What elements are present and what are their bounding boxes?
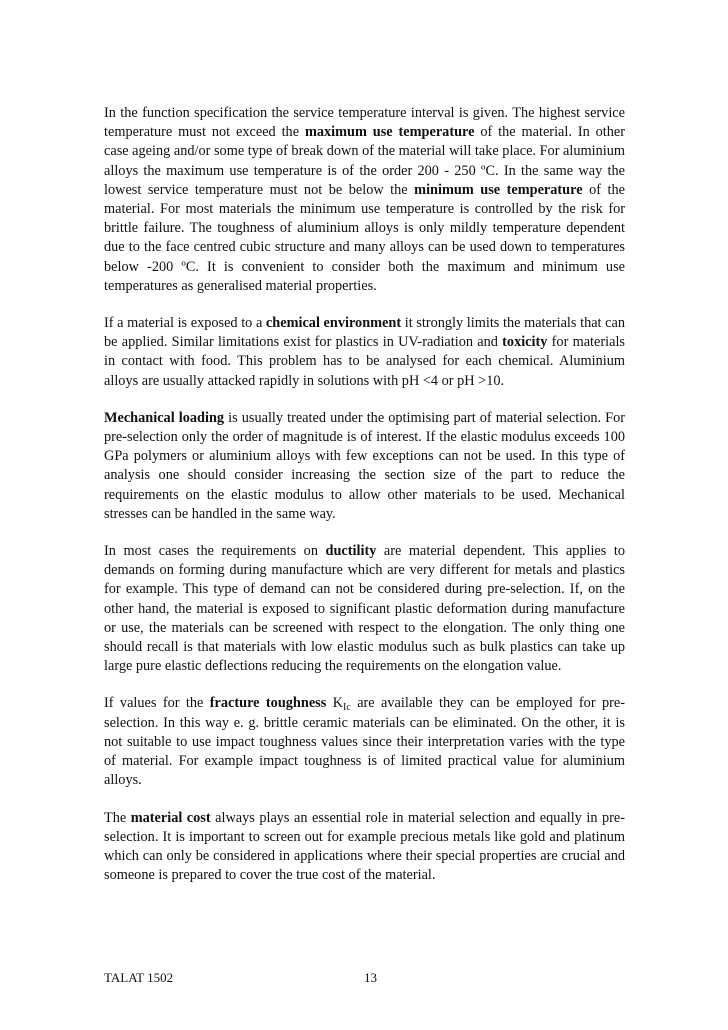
page-body (104, 104, 625, 903)
bold-term-minimum-use-temperature: minimum use temperature (414, 181, 583, 198)
paragraph-fracture-toughness (104, 694, 625, 790)
paragraph-chemical-environment (104, 314, 625, 391)
text: are material dependent. This applies to demands on forming during manufacture which are very different for metals and plastics for example. This type of demand can not be considered during pre-selection. If, on the other hand, the material is exposed to significant plastic deformation during manufacture or use, the materials can be screened with respect to the elongation. The only thing one should recall is that materials with low elastic modulus such as bulk plastics can take up large pure elastic deflections reducing the requirements on the elongation value. (104, 543, 625, 675)
paragraph-material-cost (104, 809, 625, 886)
footer-page-number: 13 (364, 970, 377, 985)
text: In the function specification the service temperature interval is given. The highest service temperature must not exceed the (104, 105, 625, 141)
text: it strongly limits the materials that can be applied. Similar limitations exist for plastics in UV-radiation and (104, 315, 625, 351)
bold-term-mechanical-loading: Mechanical loading (104, 409, 225, 426)
bold-term-maximum-use-temperature: maximum use temperature (304, 124, 475, 141)
text: The (104, 809, 131, 826)
bold-term-ductility: ductility (325, 543, 377, 560)
footer-doc-id: TALAT 1502 (104, 970, 174, 985)
symbol-k: K (326, 695, 344, 712)
paragraph-service-temperature (104, 104, 625, 296)
subscript-ic: Ic (343, 702, 351, 714)
bold-term-toxicity: toxicity (502, 334, 548, 351)
paragraph-ductility (104, 542, 625, 676)
text: of the material. In other case ageing and/or some type of break down of the material will take place. For aluminium alloys the maximum use temperature is of the order 200 - 250 ºC. In the same way the lowest service temperature must not be below the (104, 124, 625, 198)
text: If a material is exposed to a (104, 315, 266, 332)
bold-term-fracture-toughness: fracture toughness (209, 695, 327, 712)
bold-term-material-cost: material cost (130, 809, 211, 826)
text: of the material. For most materials the minimum use temperature is controlled by the risk for brittle failure. The toughness of aluminium alloys is only mildly temperature dependent due to the face centred cubic structure and many alloys can be used down to temperatures below -200 ºC. It is convenient to consider both the maximum and minimum use temperatures as generalised material properties. (104, 181, 625, 294)
text: In most cases the requirements on (104, 543, 326, 560)
bold-term-chemical-environment: chemical environment (265, 315, 402, 332)
text: is usually treated under the optimising part of material selection. For pre-selection only the order of magnitude is of interest. If the elastic modulus exceeds 100 GPa polymers or aluminium alloys with few exceptions can not be used. In this type of analysis one should consider increasing the section size of the part to reduce the requirements on the elastic modulus to allow other materials to be used. Mechanical stresses can be handled in the same way. (104, 409, 625, 522)
text: are available they can be employed for pre-selection. In this way e. g. brittle ceramic materials can be eliminated. On the other, it is not suitable to use impact toughness values since their interpretation varies with the type of material. For example impact toughness is of limited practical value for aluminium alloys. (104, 695, 625, 789)
text: If values for the (104, 695, 210, 712)
text: always plays an essential role in material selection and equally in pre-selection. It is important to screen out for example precious metals like gold and platinum which can only be considered in applications where their special properties are crucial and someone is prepared to cover the true cost of the material. (104, 809, 625, 884)
text: for materials in contact with food. This problem has to be analysed for each chemical. Aluminium alloys are usually attacked rapidly in solutions with pH <4 or pH >10. (104, 334, 625, 389)
paragraph-mechanical-loading (104, 409, 625, 524)
